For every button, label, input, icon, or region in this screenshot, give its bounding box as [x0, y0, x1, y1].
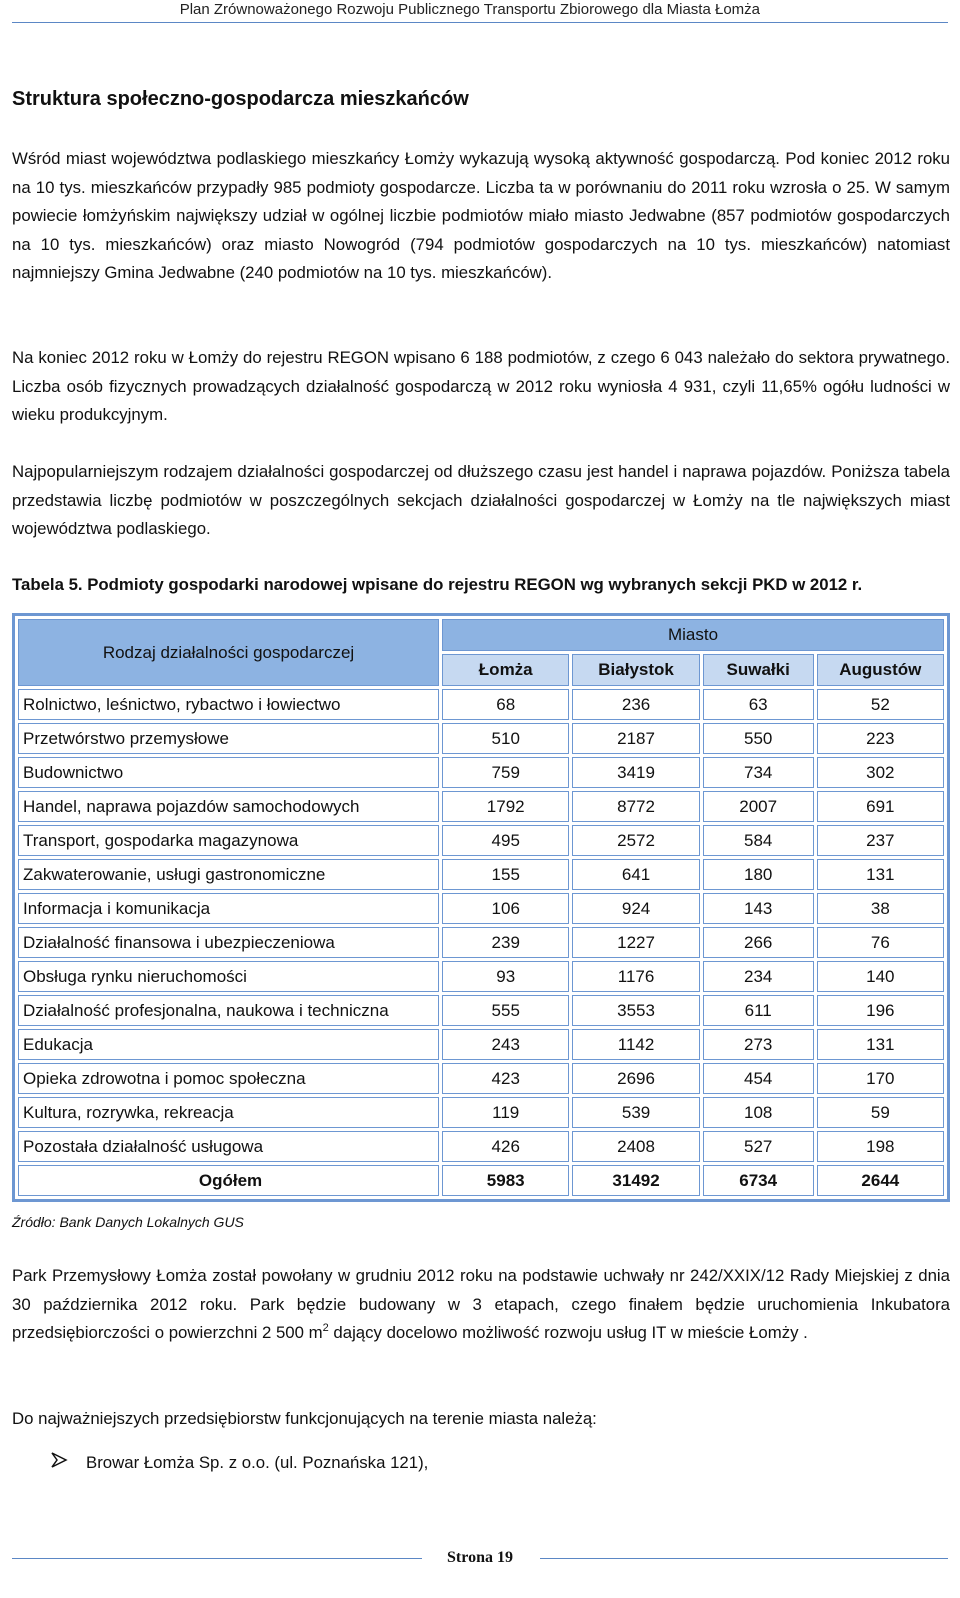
value-cell: 611: [703, 995, 814, 1026]
list-item-text: Browar Łomża Sp. z o.o. (ul. Poznańska 121),: [86, 1453, 429, 1472]
table-total-row: [18, 1165, 944, 1196]
arrow-bullet-icon: [50, 1452, 86, 1473]
value-cell: 3553: [572, 995, 699, 1026]
column-header-city: Łomża: [442, 654, 569, 686]
table-caption: Tabela 5. Podmioty gospodarki narodowej wpisane do rejestru REGON wg wybranych sekcji PKD w 2012 r.: [12, 575, 863, 594]
value-cell: 550: [703, 723, 814, 754]
activity-name-cell: Budownictwo: [18, 757, 439, 788]
value-cell: 266: [703, 927, 814, 958]
activity-name-cell: Rolnictwo, leśnictwo, rybactwo i łowiectwo: [18, 689, 439, 720]
activity-name-cell: Informacja i komunikacja: [18, 893, 439, 924]
industrial-park-text: Park Przemysłowy Łomża został powołany w grudniu 2012 roku na podstawie uchwały nr 242/XXIX/12 Rady Miejskiej z dnia 30 października 2012 roku. Park będzie budowany w 3 etapach, czego finałem będzie uruchomienia Inkubatora przedsiębiorczości o powierzchni 2 500 m: [12, 1266, 950, 1343]
value-cell: 734: [703, 757, 814, 788]
activity-name-cell: Transport, gospodarka magazynowa: [18, 825, 439, 856]
value-cell: 180: [703, 859, 814, 890]
value-cell: 76: [817, 927, 944, 958]
list-item: [50, 1452, 428, 1473]
paragraph-economic-activity: Wśród miast województwa podlaskiego mieszkańcy Łomży wykazują wysoką aktywność gospodarczą. Pod koniec 2012 roku na 10 tys. mieszkańców przypadły 985 podmioty gospodarcze. Liczba ta w porównaniu do 2011 roku wzrosła o 25. W samym powiecie łomżyńskim największy udział w ogólnej liczbie podmiotów miało miasto Jedwabne (857 podmiotów gospodarczych na 10 tys. mieszkańców) oraz miasto Nowogród (794 podmiotów gospodarczych na 10 tys. mieszkańców) natomiast najmniejszy Gmina Jedwabne (240 podmiotów na 10 tys. mieszkańców).: [12, 149, 950, 283]
value-cell: 243: [442, 1029, 569, 1060]
value-cell: 454: [703, 1063, 814, 1094]
table-row: [18, 1029, 944, 1060]
activity-name-cell: Kultura, rozrywka, rekreacja: [18, 1097, 439, 1128]
value-cell: 539: [572, 1097, 699, 1128]
activity-name-cell: Obsługa rynku nieruchomości: [18, 961, 439, 992]
table-row: [18, 961, 944, 992]
table-row: [18, 689, 944, 720]
paragraph-companies-intro: Do najważniejszych przedsiębiorstw funkcjonujących na terenie miasta należą:: [12, 1409, 597, 1428]
table-row: [18, 995, 944, 1026]
value-cell: 1176: [572, 961, 699, 992]
value-cell: 2187: [572, 723, 699, 754]
value-cell: 143: [703, 893, 814, 924]
value-cell: 68: [442, 689, 569, 720]
value-cell: 924: [572, 893, 699, 924]
value-cell: 93: [442, 961, 569, 992]
value-cell: 196: [817, 995, 944, 1026]
activity-name-cell: Opieka zdrowotna i pomoc społeczna: [18, 1063, 439, 1094]
value-cell: 6734: [703, 1165, 814, 1196]
value-cell: 155: [442, 859, 569, 890]
value-cell: 3419: [572, 757, 699, 788]
table-row: [18, 893, 944, 924]
activity-name-cell: Handel, naprawa pojazdów samochodowych: [18, 791, 439, 822]
table-row: [18, 1131, 944, 1162]
value-cell: 691: [817, 791, 944, 822]
activity-name-cell: Ogółem: [18, 1165, 439, 1196]
paragraph-popular-activity: Najpopularniejszym rodzajem działalności gospodarczej od dłuższego czasu jest handel i naprawa pojazdów. Poniższa tabela przedstawia liczbę podmiotów w poszczególnych sekcjach działalności gospodarczej w Łomży na tle największych miast województwa podlaskiego.: [12, 462, 950, 539]
value-cell: 527: [703, 1131, 814, 1162]
column-header-city: Augustów: [817, 654, 944, 686]
value-cell: 234: [703, 961, 814, 992]
value-cell: 108: [703, 1097, 814, 1128]
value-cell: 223: [817, 723, 944, 754]
paragraph-industrial-park: [12, 1262, 950, 1348]
table-row: [18, 1063, 944, 1094]
column-group-city: Miasto: [442, 619, 944, 651]
value-cell: 8772: [572, 791, 699, 822]
value-cell: 236: [572, 689, 699, 720]
value-cell: 131: [817, 1029, 944, 1060]
value-cell: 495: [442, 825, 569, 856]
value-cell: 198: [817, 1131, 944, 1162]
activity-name-cell: Pozostała działalność usługowa: [18, 1131, 439, 1162]
value-cell: 2696: [572, 1063, 699, 1094]
value-cell: 119: [442, 1097, 569, 1128]
value-cell: 2007: [703, 791, 814, 822]
activity-name-cell: Działalność finansowa i ubezpieczeniowa: [18, 927, 439, 958]
value-cell: 555: [442, 995, 569, 1026]
header-divider: [12, 22, 948, 23]
superscript-unit: 2: [322, 1322, 329, 1335]
value-cell: 1227: [572, 927, 699, 958]
value-cell: 641: [572, 859, 699, 890]
value-cell: 759: [442, 757, 569, 788]
activity-name-cell: Zakwaterowanie, usługi gastronomiczne: [18, 859, 439, 890]
value-cell: 5983: [442, 1165, 569, 1196]
column-header-city: Białystok: [572, 654, 699, 686]
table-row: [18, 859, 944, 890]
value-cell: 131: [817, 859, 944, 890]
table-row: [18, 757, 944, 788]
value-cell: 1792: [442, 791, 569, 822]
value-cell: 584: [703, 825, 814, 856]
running-header: Plan Zrównoważonego Rozwoju Publicznego Transportu Zbiorowego dla Miasta Łomża: [179, 1, 760, 18]
table-row: [18, 791, 944, 822]
value-cell: 426: [442, 1131, 569, 1162]
value-cell: 510: [442, 723, 569, 754]
activity-name-cell: Edukacja: [18, 1029, 439, 1060]
value-cell: 140: [817, 961, 944, 992]
value-cell: 2644: [817, 1165, 944, 1196]
activity-name-cell: Przetwórstwo przemysłowe: [18, 723, 439, 754]
table-row: [18, 723, 944, 754]
value-cell: 170: [817, 1063, 944, 1094]
value-cell: 302: [817, 757, 944, 788]
value-cell: 2408: [572, 1131, 699, 1162]
paragraph-regon: Na koniec 2012 roku w Łomży do rejestru REGON wpisano 6 188 podmiotów, z czego 6 043 należało do sektora prywatnego. Liczba osób fizycznych prowadzących działalność gospodarczą w 2012 roku wyniosła 4 931, czyli 11,65% ogółu ludności w wieku produkcyjnym.: [12, 348, 950, 425]
section-title: Struktura społeczno-gospodarcza mieszkańców: [12, 88, 469, 110]
value-cell: 423: [442, 1063, 569, 1094]
value-cell: 59: [817, 1097, 944, 1128]
value-cell: 237: [817, 825, 944, 856]
column-header-city: Suwałki: [703, 654, 814, 686]
value-cell: 2572: [572, 825, 699, 856]
value-cell: 31492: [572, 1165, 699, 1196]
table-row: [18, 927, 944, 958]
column-header-activity: Rodzaj działalności gospodarczej: [18, 619, 439, 686]
value-cell: 63: [703, 689, 814, 720]
pkd-table: [12, 613, 950, 1202]
activity-name-cell: Działalność profesjonalna, naukowa i techniczna: [18, 995, 439, 1026]
table-row: [18, 1097, 944, 1128]
table-row: [18, 825, 944, 856]
value-cell: 38: [817, 893, 944, 924]
value-cell: 52: [817, 689, 944, 720]
table-source: Źródło: Bank Danych Lokalnych GUS: [12, 1214, 244, 1230]
value-cell: 1142: [572, 1029, 699, 1060]
page-number: Strona 19: [447, 1549, 513, 1566]
value-cell: 239: [442, 927, 569, 958]
value-cell: 106: [442, 893, 569, 924]
value-cell: 273: [703, 1029, 814, 1060]
industrial-park-text-end: dający docelowo możliwość rozwoju usług IT w mieście Łomży .: [328, 1323, 808, 1343]
